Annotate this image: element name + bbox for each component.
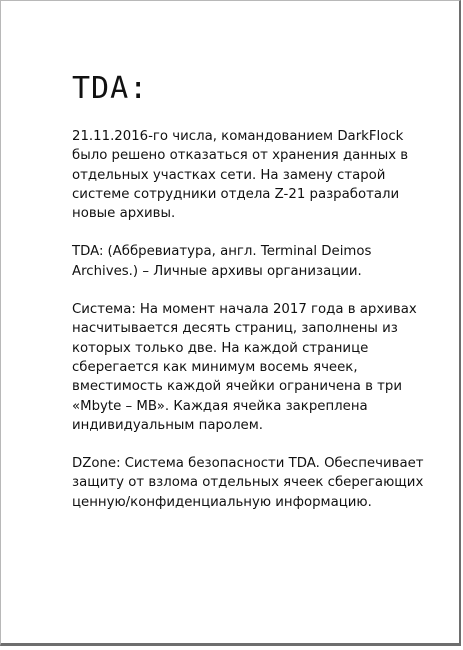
definition-term: DZone: (72, 456, 121, 472)
definition-system (72, 300, 432, 435)
definition-dzone (72, 454, 432, 512)
document-title: TDA: (72, 71, 149, 106)
document-body (72, 71, 432, 531)
definition-text: Система безопасности TDA. Обеспечивает защиту от взлома отдельных ячеек сберегающих ценную/конфиденциальную информацию. (72, 456, 424, 510)
definition-text: (Аббревиатура, англ. Terminal Deimos Archives.) – Личные архивы организации. (72, 244, 372, 279)
definition-term: TDA: (72, 244, 104, 260)
intro-paragraph: 21.11.2016-го числа, командованием DarkFlock было решено отказаться от хранения данных в отдельных участках сети. На замену старой системе сотрудники отдела Z-21 разработали новые архивы. (72, 129, 409, 222)
definition-text: На момент начала 2017 года в архивах насчитывается десять страниц, заполнены из которых только две. На каждой странице сберегается как минимум восемь ячеек, вместимость каждой ячейки ограничена в три «Mbyte – MB». Каждая ячейка закреплена индивидуальным паролем. (72, 302, 417, 433)
definition-tda (72, 242, 432, 281)
definition-term: Система: (72, 302, 136, 318)
